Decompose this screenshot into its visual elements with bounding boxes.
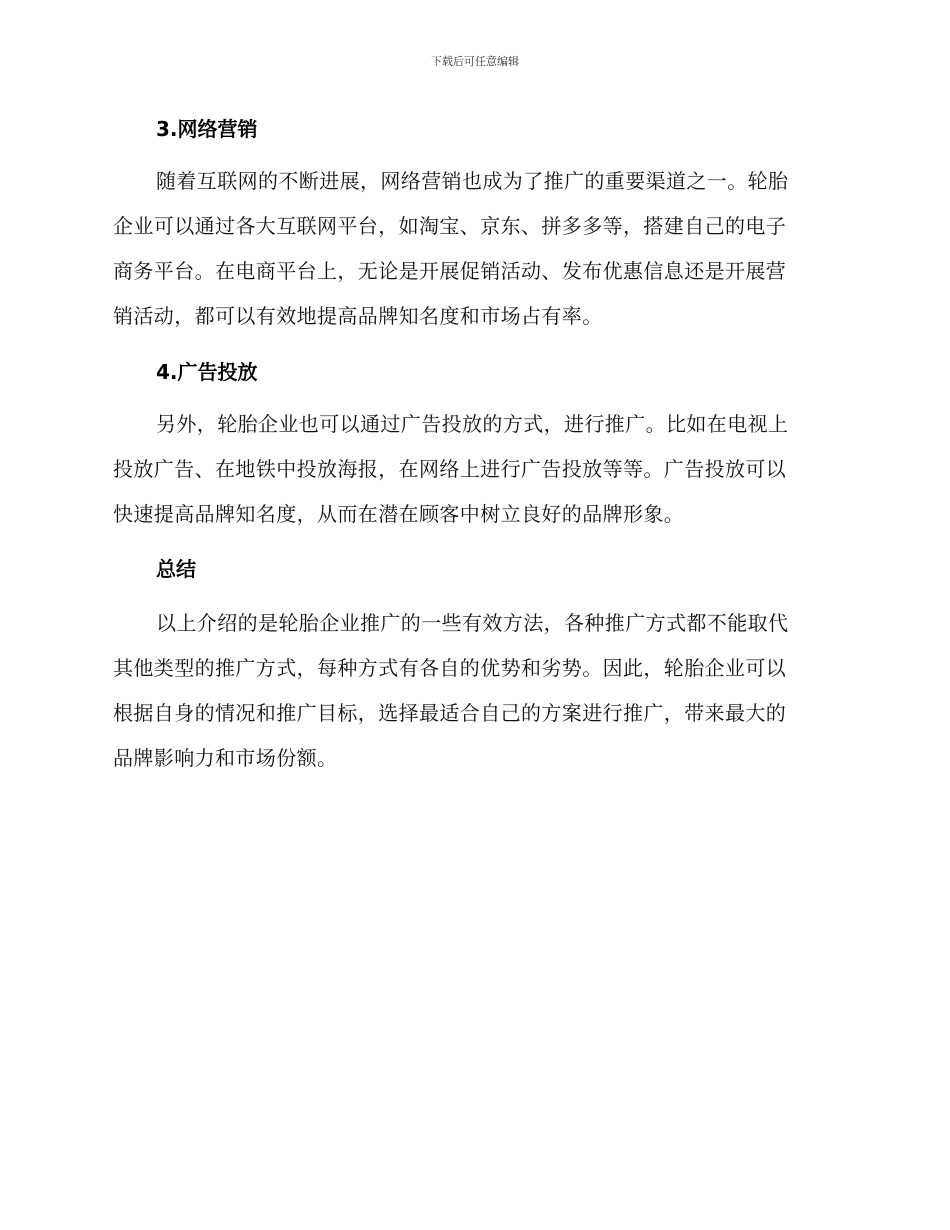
paragraph-summary (113, 601, 831, 781)
paragraph-line: 快速提高品牌知名度，从而在潜在顾客中树立良好的品牌形象。 (113, 502, 685, 526)
paragraph-line: 投放广告、在地铁中投放海报，在网络上进行广告投放等等。广告投放可以 (113, 457, 787, 481)
paragraph-line: 另外，轮胎企业也可以通过广告投放的方式，进行推广。比如在电视上 (156, 412, 789, 436)
paragraph-line: 品牌影响力和市场份额。 (113, 746, 338, 770)
paragraph-line: 企业可以通过各大互联网平台，如淘宝、京东、拼多多等，搭建自己的电子 (113, 214, 787, 238)
section-heading-summary: 总结 (156, 557, 196, 581)
paragraph-line: 根据自身的情况和推广目标，选择最适合自己的方案进行推广，带来最大的 (113, 701, 787, 725)
page-header-note: 下载后可任意编辑 (431, 55, 519, 68)
paragraph-line: 随着互联网的不断进展，网络营销也成为了推广的重要渠道之一。轮胎 (156, 169, 789, 193)
paragraph-line: 商务平台。在电商平台上，无论是开展促销活动、发布优惠信息还是开展营 (113, 259, 787, 283)
paragraph-network-marketing (113, 159, 831, 339)
section-heading-advertising: 4.广告投放 (156, 360, 258, 384)
paragraph-advertising (113, 402, 831, 537)
paragraph-line: 以上介绍的是轮胎企业推广的一些有效方法，各种推广方式都不能取代 (156, 611, 789, 635)
section-heading-network-marketing: 3.网络营销 (156, 117, 258, 141)
document-body (113, 110, 831, 781)
paragraph-line: 其他类型的推广方式，每种方式有各自的优势和劣势。因此，轮胎企业可以 (113, 656, 787, 680)
paragraph-line: 销活动，都可以有效地提高品牌知名度和市场占有率。 (113, 304, 603, 328)
